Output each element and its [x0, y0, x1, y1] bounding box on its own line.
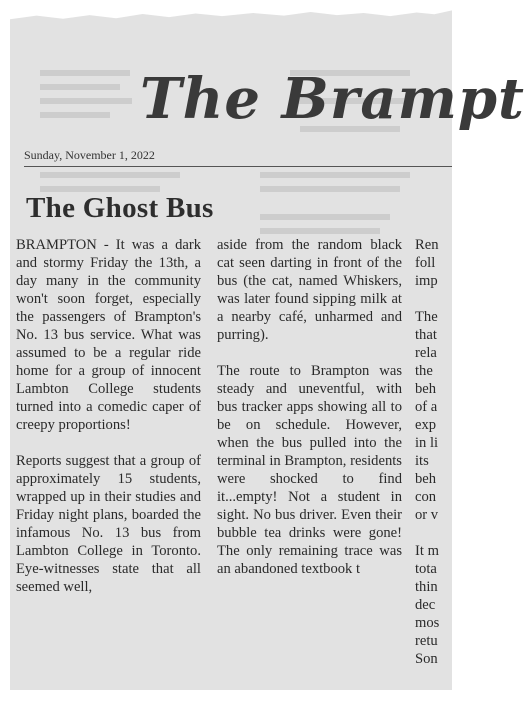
- clipped-line: imp: [415, 273, 438, 289]
- clipped-line: The: [415, 309, 438, 325]
- paragraph: The route to Brampton was steady and uneventful, with bus tracker apps showing all to be on schedule. However, when the bus pulled into the terminal in Brampton, residents were shocked to find it...empty! Not a student in sight. No bus driver. Even their bubble tea drinks were gone! The only remaining trace was an abandoned textbook t: [217, 363, 402, 577]
- clipped-line: its: [415, 453, 429, 469]
- paragraph: BRAMPTON - It was a dark and stormy Friday the 13th, a day many in the community won't soon forget, especially the passengers of Brampton's No. 13 bus service. What was assumed to be a regular ride home for a group of innocent Lambton College students turned into a comedic caper of creepy proportions!: [16, 237, 201, 433]
- clipped-line: in li: [415, 435, 439, 451]
- clipped-line: foll: [415, 255, 436, 271]
- clipped-line: dec: [415, 597, 436, 613]
- clipped-line: Ren: [415, 237, 439, 253]
- clipped-line: or v: [415, 507, 439, 523]
- clipped-line: beh: [415, 381, 437, 397]
- clipped-line: con: [415, 489, 437, 505]
- clipped-line: exp: [415, 417, 437, 433]
- clipped-line: [415, 524, 475, 542]
- article-column-3-clipped: [415, 236, 475, 668]
- clipped-line: of a: [415, 399, 438, 415]
- clipped-line: retu: [415, 633, 438, 649]
- clipped-line: thin: [415, 579, 438, 595]
- clipped-line: beh: [415, 471, 437, 487]
- clipped-line: [415, 290, 475, 308]
- article-column-2: [217, 236, 402, 596]
- paragraph: aside from the random black cat seen darting in front of the bus (the cat, named Whiskers, was later found sipping milk at a nearby café, unharmed and purring).: [217, 237, 402, 343]
- clipped-line: that: [415, 327, 437, 343]
- article-column-1: [16, 236, 201, 614]
- clipped-line: mos: [415, 615, 440, 631]
- clipped-line: Son: [415, 651, 438, 667]
- masthead-rule: [24, 166, 452, 167]
- clipped-line: tota: [415, 561, 437, 577]
- issue-date: Sunday, November 1, 2022: [24, 148, 155, 162]
- clipped-line: the: [415, 363, 433, 379]
- clipped-line: It m: [415, 543, 439, 559]
- clipped-line: rela: [415, 345, 437, 361]
- masthead: The Brampt: [140, 66, 525, 132]
- article-headline: The Ghost Bus: [26, 192, 214, 224]
- paragraph: Reports suggest that a group of approximately 15 students, wrapped up in their studies and Friday night plans, boarded the infamous No. 13 bus from Lambton College in Toronto. Eye-witnesses state that all seemed well,: [16, 453, 201, 595]
